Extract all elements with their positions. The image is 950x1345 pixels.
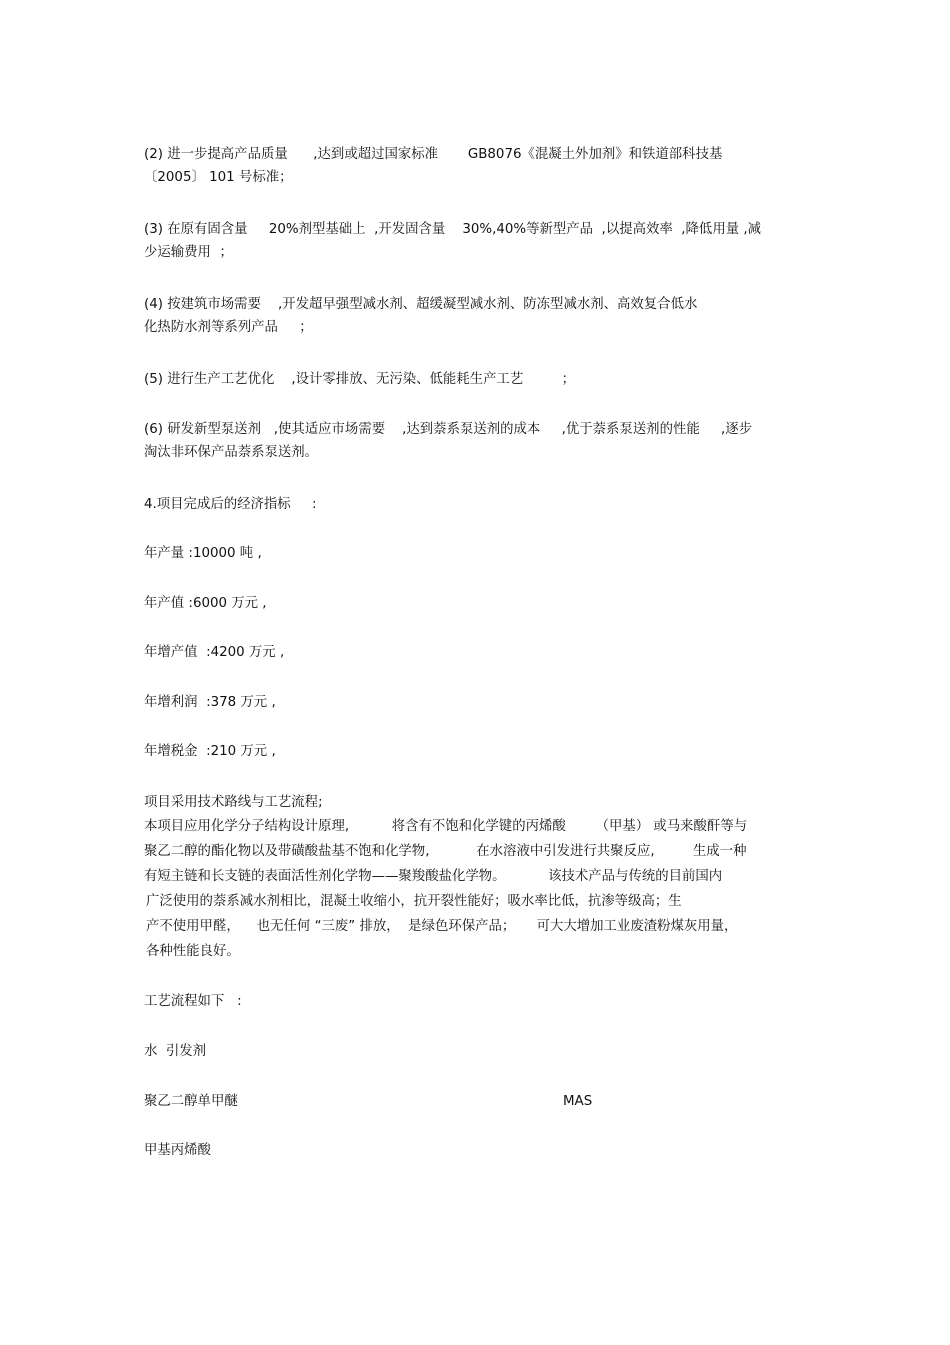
process-heading: 工艺流程如下 : xyxy=(144,994,242,1009)
goal-item-5-line-1: (5) 进行生产工艺优化 ,设计零排放、无污染、低能耗生产工艺 ； xyxy=(144,372,575,387)
process-mas-label: MAS xyxy=(563,1094,593,1109)
process-peg-ether: 聚乙二醇单甲醚 xyxy=(144,1094,238,1109)
tech-route-line-4: 广泛使用的萘系减水剂相比，混凝土收缩小，抗开裂性能好；吸水率比低，抗渗等级高；生 xyxy=(146,894,682,909)
tech-route-line-2: 聚乙二醇的酯化物以及带磺酸盐基不饱和化学物, 在水溶液中引发进行共聚反应, 生成一种 xyxy=(144,844,747,859)
indicator-annual-output: 年产量 :10000 吨 , xyxy=(144,546,262,561)
goal-item-4-line-2: 化热防水剂等系列产品 ； xyxy=(144,320,313,335)
goal-item-4-line-1: (4) 按建筑市场需要 ,开发超早强型减水剂、超缓凝型减水剂、防冻型减水剂、高效复合低水 xyxy=(144,297,698,312)
goal-item-3-line-2: 少运输费用 ； xyxy=(144,245,233,260)
goal-item-6-line-2: 淘汰非环保产品萘系泵送剂。 xyxy=(144,445,319,460)
section-4-heading: 4.项目完成后的经济指标 : xyxy=(144,497,317,512)
tech-route-line-3: 有短主链和长支链的表面活性剂化学物——聚羧酸盐化学物。 该技术产品与传统的目前国内 xyxy=(144,869,723,884)
goal-item-6-line-1: (6) 研发新型泵送剂 ,使其适应市场需要 ,达到萘系泵送剂的成本 ,优于萘系泵送剂的性能 ,逐步 xyxy=(144,422,753,437)
goal-item-2-line-2: 〔2005〕 101 号标准； xyxy=(144,170,293,185)
indicator-annual-value: 年产值 :6000 万元 , xyxy=(144,596,267,611)
indicator-added-tax: 年增税金 :210 万元 , xyxy=(144,744,276,759)
indicator-added-value: 年增产值 :4200 万元 , xyxy=(144,645,285,660)
process-water-initiator: 水 引发剂 xyxy=(144,1044,207,1059)
goal-item-2-line-1: (2) 进一步提高产品质量 ,达到或超过国家标准 GB8076《混凝土外加剂》和铁道部科技基 xyxy=(144,147,723,162)
indicator-added-profit: 年增利润 :378 万元 , xyxy=(144,695,276,710)
tech-route-line-1: 本项目应用化学分子结构设计原理, 将含有不饱和化学键的丙烯酸 （甲基） 或马来酸酐等与 xyxy=(144,819,748,834)
tech-route-heading: 项目采用技术路线与工艺流程; xyxy=(144,795,323,810)
tech-route-line-5: 产不使用甲醛， 也无任何 “三废” 排放， 是绿色环保产品； 可大大增加工业废渣粉煤灰用量， xyxy=(146,919,738,934)
tech-route-line-6: 各种性能良好。 xyxy=(146,944,240,959)
goal-item-3-line-1: (3) 在原有固含量 20%剂型基础上 ,开发固含量 30%,40%等新型产品 ,以提高效率 ,降低用量 ,减 xyxy=(144,222,762,237)
process-methacrylic-acid: 甲基丙烯酸 xyxy=(144,1143,211,1158)
